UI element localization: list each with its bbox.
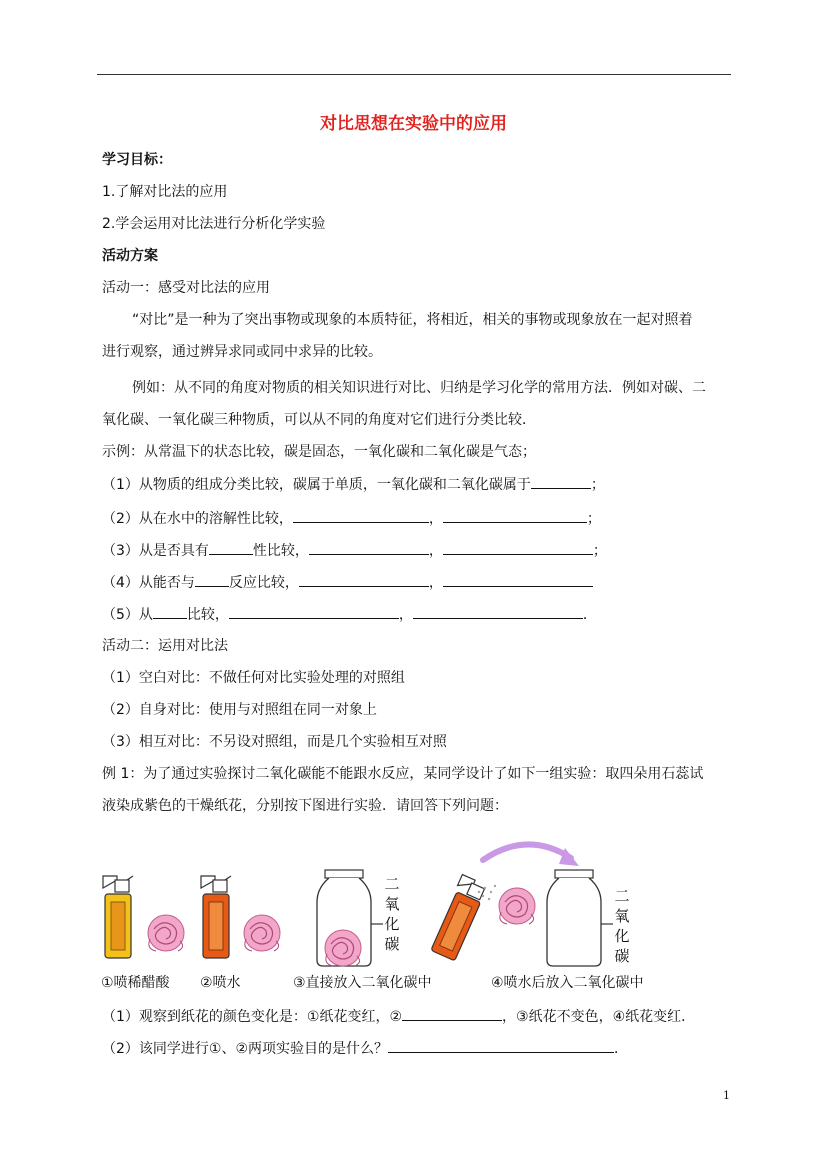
- jar-label-char: 二: [384, 875, 400, 893]
- page-number: 1: [723, 1089, 730, 1102]
- answer-blank[interactable]: [299, 572, 429, 587]
- activity1-para2-line1: 例如：从不同的角度对物质的相关知识进行对比、归纳是学习化学的常用方法．例如对碳、二: [132, 380, 706, 396]
- activity1-question-2: [102, 508, 601, 529]
- answer-blank[interactable]: [531, 474, 591, 489]
- activity2-item-1: （1）空白对比：不做任何对比实验处理的对照组: [102, 670, 405, 686]
- goal-1: 1.了解对比法的应用: [102, 184, 228, 200]
- goals-heading: 学习目标：: [102, 152, 172, 168]
- caption-1: ①喷稀醋酸: [101, 975, 170, 991]
- comma: ，: [428, 543, 443, 559]
- semicolon: ；: [586, 511, 601, 527]
- question-1-text-a: （1）观察到纸花的颜色变化是：①纸花变红，②: [102, 1009, 403, 1025]
- jar-label-char: 碳: [384, 935, 400, 953]
- comma: ，: [428, 511, 443, 527]
- answer-blank[interactable]: [388, 1038, 614, 1053]
- activity1-question-3: [102, 540, 607, 561]
- arc-arrow-icon: [483, 844, 571, 860]
- bottle-1-icon: [103, 876, 133, 958]
- caption-4: ④喷水后放入二氧化碳中: [491, 975, 644, 991]
- jar-label-char: 氧: [384, 895, 400, 913]
- answer-blank[interactable]: [443, 572, 593, 587]
- answer-blank[interactable]: [402, 1006, 502, 1021]
- period: ．: [582, 607, 597, 623]
- activity1-para1-line1: “对比”是一种为了突出事物或现象的本质特征，将相近，相关的事物或现象放在一起对照着: [132, 312, 693, 328]
- spray-bottle-icon: [429, 875, 488, 961]
- jar-label-char: 二: [614, 887, 630, 905]
- question-2-end: ．: [614, 1041, 629, 1057]
- activity1-question-4: [102, 572, 593, 593]
- activity1-heading: 活动一：感受对比法的应用: [102, 280, 270, 296]
- question-2-text: （2）该同学进行①、②两项实验目的是什么？: [102, 1041, 389, 1057]
- flower-icon: [325, 930, 361, 966]
- q5-text-b: 比较，: [186, 607, 229, 623]
- activity1-para2-line2: 氧化碳、一氧化碳三种物质，可以从不同的角度对它们进行分类比较．: [102, 412, 536, 428]
- comma: ，: [398, 607, 413, 623]
- q2-text: （2）从在水中的溶解性比较，: [102, 511, 293, 527]
- page-title: 对比思想在实验中的应用: [320, 114, 507, 134]
- jar-label-2: [614, 886, 630, 966]
- q4-text-b: 反应比较，: [228, 575, 299, 591]
- header-rule: [97, 74, 731, 75]
- activity1-example: 示例：从常温下的状态比较，碳是固态，一氧化碳和二氧化碳是气态；: [102, 444, 536, 460]
- flower-icon: [499, 888, 535, 924]
- activity1-para1-line2: 进行观察，通过辨异求同或同中求异的比较。: [102, 344, 382, 360]
- example1-line2: 液染成紫色的干燥纸花，分别按下图进行实验．请回答下列问题：: [102, 798, 508, 814]
- answer-blank[interactable]: [153, 604, 187, 619]
- answer-blank[interactable]: [413, 604, 583, 619]
- question-1: [102, 1006, 695, 1027]
- q5-text-a: （5）从: [102, 607, 153, 623]
- activity2-heading: 活动二：运用对比法: [102, 638, 228, 654]
- answer-blank[interactable]: [309, 540, 429, 555]
- plan-heading: 活动方案: [102, 248, 158, 264]
- answer-blank[interactable]: [443, 540, 593, 555]
- activity1-question-5: [102, 604, 597, 625]
- q4-text-a: （4）从能否与: [102, 575, 195, 591]
- comma: ，: [428, 575, 443, 591]
- answer-blank[interactable]: [443, 508, 587, 523]
- experiment-figure: [97, 836, 737, 996]
- q1-text: （1）从物质的组成分类比较，碳属于单质，一氧化碳和二氧化碳属于: [102, 477, 531, 493]
- semicolon: ；: [592, 543, 607, 559]
- answer-blank[interactable]: [293, 508, 429, 523]
- flower-icon: [148, 915, 184, 951]
- jar-label-char: 化: [614, 927, 630, 945]
- jar-label-char: 碳: [614, 947, 630, 965]
- flower-icon: [244, 915, 280, 951]
- jar-label-char: 氧: [614, 907, 630, 925]
- example1-line1: 例 1：为了通过实验探讨二氧化碳能不能跟水反应，某同学设计了如下一组实验：取四朵用石蕊试: [102, 766, 704, 782]
- q1-end: ；: [590, 477, 605, 493]
- caption-3: ③直接放入二氧化碳中: [293, 975, 432, 991]
- goal-2: 2.学会运用对比法进行分析化学实验: [102, 216, 326, 232]
- caption-2: ②喷水: [200, 975, 241, 991]
- activity2-item-2: （2）自身对比：使用与对照组在同一对象上: [102, 702, 377, 718]
- q3-text-a: （3）从是否具有: [102, 543, 209, 559]
- answer-blank[interactable]: [195, 572, 229, 587]
- q3-text-b: 性比较，: [252, 543, 309, 559]
- jar-label-1: [384, 874, 400, 954]
- bottle-2-icon: [201, 876, 231, 958]
- answer-blank[interactable]: [229, 604, 399, 619]
- question-1-text-b: ，③纸花不变色，④纸花变红．: [502, 1009, 696, 1025]
- co2-jar-icon: [547, 870, 613, 966]
- activity2-item-3: （3）相互对比：不另设对照组，而是几个实验相互对照: [102, 734, 447, 750]
- question-2: [102, 1038, 628, 1059]
- jar-label-char: 化: [384, 915, 400, 933]
- answer-blank[interactable]: [209, 540, 253, 555]
- activity1-question-1: [102, 474, 605, 495]
